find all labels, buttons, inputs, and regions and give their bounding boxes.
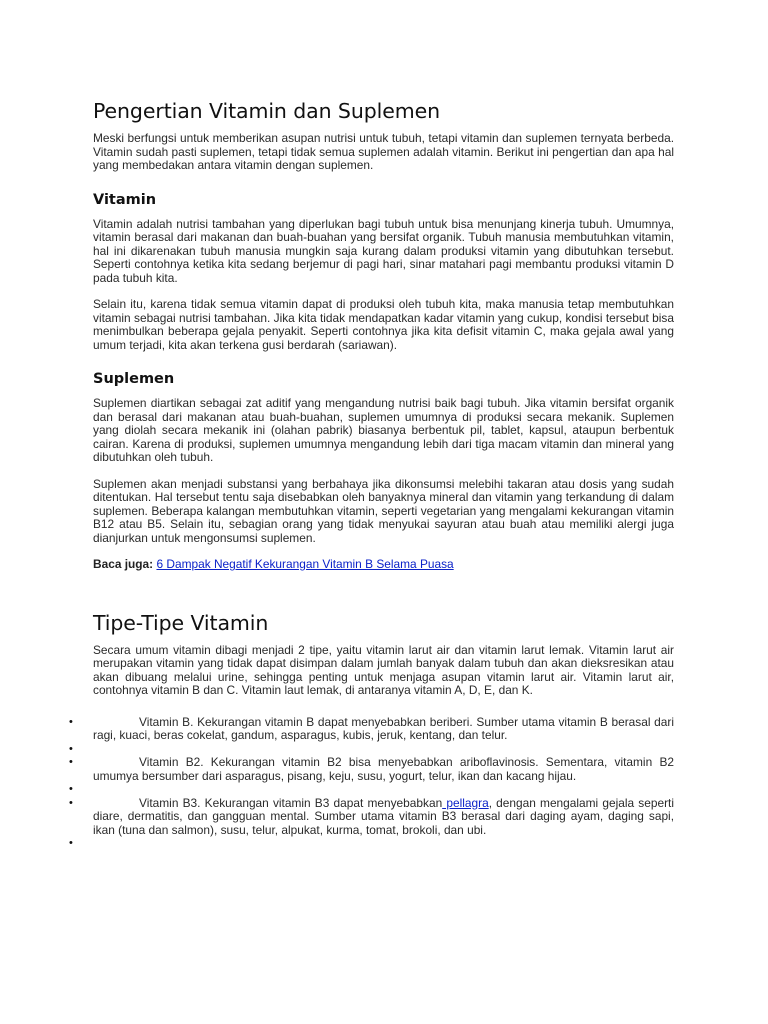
suplemen-paragraph-2: Suplemen akan menjadi substansi yang berbahaya jika dikonsumsi melebihi takaran atau dosis yang sudah ditentukan. Hal tersebut tentu saja disebabkan oleh banyaknya mineral dan vitamin yang terkandung di dalam suplemen. Beberapa kalangan membutuhkan vitamin, seperti vegetarian yang mengalami kekurangan vitamin B12 atau B5. Selain itu, sebagian orang yang tidak menyukai sayuran atau buah atau memiliki alergi juga dianjurkan untuk mengonsumsi suplemen. <box>93 476 674 545</box>
bullet-icon: • <box>69 796 73 809</box>
b3-text-before: Vitamin B3. Kekurangan vitamin B3 dapat menyebabkan <box>139 795 443 810</box>
b3-text-after: , dengan mengalami gejala seperti diare, dermatitis, dan gangguan mental. Sumber utama vitamin B3 berasal dari daging ayam, daging sapi, ikan (tuna dan salmon), susu, telur, alpukat, kurma, tomat, brokoli, dan ubi. <box>93 795 674 837</box>
intro-paragraph: Meski berfungsi untuk memberikan asupan nutrisi untuk tubuh, tetapi vitamin dan suplemen ternyata berbeda. Vitamin sudah pasti suplemen, tetapi tidak semua suplemen adalah vitamin. Berikut ini pengertian dan apa hal yang membedakan antara vitamin dengan suplemen. <box>93 131 674 172</box>
pellagra-link[interactable]: pellagra <box>442 795 489 810</box>
section-title-pengertian: Pengertian Vitamin dan Suplemen <box>93 99 441 123</box>
list-item-empty <box>69 837 674 851</box>
vitamin-list <box>69 714 674 851</box>
article <box>69 98 674 851</box>
list-item-empty <box>69 742 674 757</box>
list-item-text <box>93 797 674 838</box>
suplemen-paragraph-1: Suplemen diartikan sebagai zat aditif yang mengandung nutrisi baik bagi tubuh. Jika vitamin bersifat organik dan berasal dari makanan atau buah-buahan, suplemen umumnya di produksi secara mekanik. Suplemen yang diolah secara mekanik ini (olahan pabrik) biasanya berbentuk pil, tablet, kapsul, ataupun berbentuk cairan. Karena di produksi, suplemen umumnya mengandung lebih dari tiga macam vitamin dan mineral yang dibutuhkan oleh tubuh. <box>93 396 674 464</box>
list-item-vitamin-b <box>69 714 674 743</box>
list-item-vitamin-b3 <box>69 795 674 838</box>
heading-suplemen: Suplemen <box>93 371 175 387</box>
list-item-text: Vitamin B2. Kekurangan vitamin B2 bisa menyebabkan ariboflavinosis. Sementara, vitamin B2 umumya bersumber dari asparagus, pisang, keju, susu, yogurt, telur, ikan dan kacang hijau. <box>93 755 674 783</box>
section-title-tipe: Tipe-Tipe Vitamin <box>93 610 269 635</box>
list-item-vitamin-b2 <box>69 755 674 783</box>
baca-juga-label: Baca juga: <box>93 557 154 571</box>
bullet-icon: • <box>69 756 73 768</box>
tipe-intro-paragraph: Secara umum vitamin dibagi menjadi 2 tipe, yaitu vitamin larut air dan vitamin larut lemak. Vitamin larut air merupakan vitamin yang tidak dapat disimpan dalam jumlah banyak dalam tubuh dan akan dieksresikan atau akan dibuang melalui urine, sehingga penting untuk menjaga asupan vitamin larut air. Vitamin larut air, contohnya vitamin B dan C. Vitamin laut lemak, di antaranya vitamin A, D, E, dan K. <box>93 642 674 697</box>
vitamin-paragraph-1: Vitamin adalah nutrisi tambahan yang diperlukan bagi tubuh untuk bisa menunjang kinerja tubuh. Umumnya, vitamin berasal dari makanan dan buah-buahan yang bersifat organik. Tubuh manusia membutuhkan vitamin, hal ini dikarenakan tubuh manusia mungkin saja kurang dalam produksi vitamin yang dibutuhkan tersebut. Seperti contohnya ketika kita sedang berjemur di pagi hari, sinar matahari pagi membantu produksi vitamin D pada tubuh kita. <box>93 216 674 285</box>
vitamin-paragraph-2: Selain itu, karena tidak semua vitamin dapat di produksi oleh tubuh kita, maka manusia tetap membutuhkan vitamin sebagai nutrisi tambahan. Jika kita tidak mendapatkan kadar vitamin yang cukup, kondisi tersebut bisa menimbulkan beberapa gejala penyakit. Seperti contohnya jika kita defisit vitamin C, maka gejala awal yang umum terjadi, kita akan terkena gusi berdarah (sariawan). <box>93 297 674 352</box>
bullet-icon: • <box>69 715 73 728</box>
baca-juga-link[interactable]: 6 Dampak Negatif Kekurangan Vitamin B Selama Puasa <box>156 557 454 571</box>
bullet-icon: • <box>69 783 73 795</box>
list-item-empty <box>69 783 674 797</box>
baca-juga <box>93 558 674 572</box>
bullet-icon: • <box>69 837 73 849</box>
list-item-text: Vitamin B. Kekurangan vitamin B dapat menyebabkan beriberi. Sumber utama vitamin B berasal dari ragi, kuaci, beras cokelat, gandum, asparagus, kubis, jeruk, kentang, dan telur. <box>93 714 674 742</box>
bullet-icon: • <box>69 742 73 755</box>
heading-vitamin: Vitamin <box>93 191 157 208</box>
